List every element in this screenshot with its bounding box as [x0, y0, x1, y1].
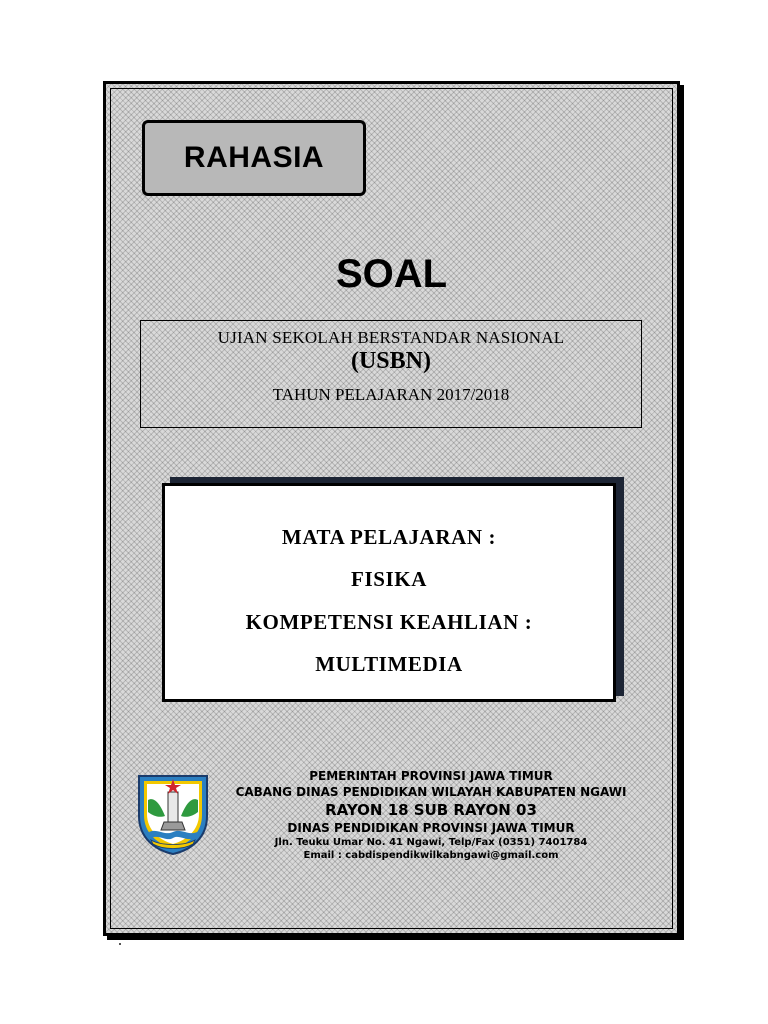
confidential-label: RAHASIA	[183, 141, 325, 174]
jawa-timur-crest-icon	[135, 770, 211, 856]
exam-info-box	[140, 320, 642, 428]
exam-acronym: (USBN)	[350, 348, 431, 374]
confidential-badge	[142, 120, 366, 196]
subject-label: MATA PELAJARAN :	[281, 525, 497, 549]
footer-government: PEMERINTAH PROVINSI JAWA TIMUR	[309, 769, 553, 783]
footer-department: DINAS PENDIDIKAN PROVINSI JAWA TIMUR	[287, 821, 575, 835]
footer-rayon: RAYON 18 SUB RAYON 03	[325, 801, 537, 819]
footer-branch-office: CABANG DINAS PENDIDIKAN WILAYAH KABUPATEN NGAWI	[235, 785, 627, 799]
subject-value: FISIKA	[351, 567, 427, 591]
page-mark	[119, 943, 121, 945]
exam-name: UJIAN SEKOLAH BERSTANDAR NASIONAL	[217, 328, 565, 347]
footer-email: Email : cabdispendikwilkabngawi@gmail.com	[303, 850, 559, 861]
footer-address: Jln. Teuku Umar No. 41 Ngawi, Telp/Fax (0351) 7401784	[274, 837, 588, 848]
competency-value: MULTIMEDIA	[315, 652, 463, 676]
academic-year: TAHUN PELAJARAN 2017/2018	[272, 385, 510, 404]
competency-label: KOMPETENSI KEAHLIAN :	[245, 610, 533, 634]
document-title: SOAL	[335, 252, 448, 296]
subject-box	[162, 483, 616, 702]
